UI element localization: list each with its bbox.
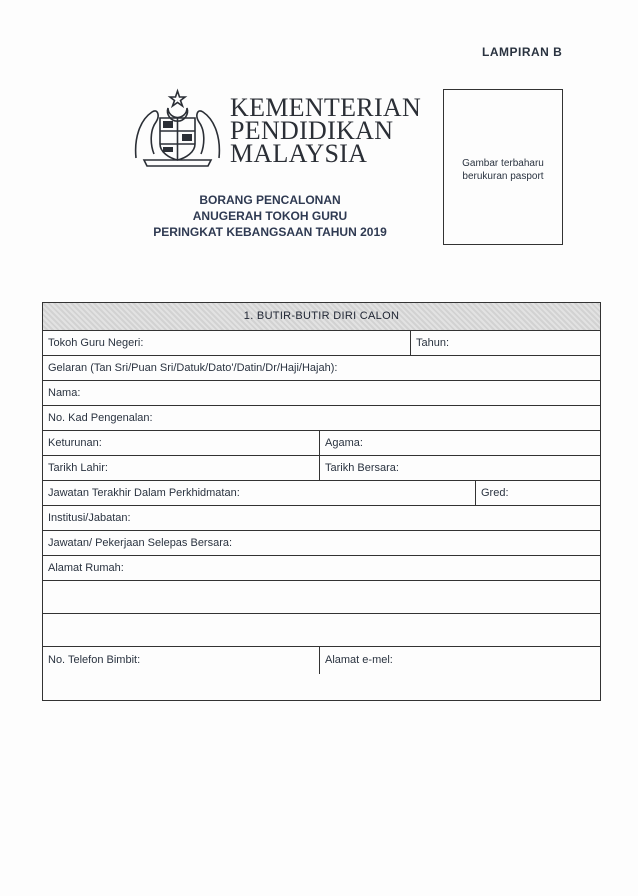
tarikh-lahir-field[interactable]: Tarikh Lahir: <box>48 462 108 474</box>
ministry-line-3: MALAYSIA <box>230 139 368 168</box>
ministry-line-2: PENDIDIKAN <box>230 116 394 145</box>
section-header: 1. BUTIR-BUTIR DIRI CALON <box>43 303 600 331</box>
passport-photo-box[interactable] <box>443 89 563 245</box>
title-line-2: ANUGERAH TOKOH GURU <box>192 209 348 223</box>
table-row <box>43 406 600 431</box>
agama-field[interactable]: Agama: <box>325 437 363 449</box>
photo-label-line-2: berukuran pasport <box>462 171 544 182</box>
lampiran-label: LAMPIRAN B <box>482 45 563 59</box>
photo-label-line-1: Gambar terbaharu <box>462 158 544 169</box>
keturunan-field[interactable]: Keturunan: <box>48 437 102 449</box>
ministry-name <box>230 93 422 168</box>
title-line-3: PERINGKAT KEBANGSAAN TAHUN 2019 <box>153 225 387 239</box>
coat-of-arms-logo <box>130 88 225 168</box>
table-row <box>43 531 600 556</box>
table-row <box>43 647 600 674</box>
ministry-line-1: KEMENTERIAN <box>230 93 422 122</box>
tokoh-guru-negeri-field[interactable]: Tokoh Guru Negeri: <box>48 337 144 349</box>
tarikh-bersara-field[interactable]: Tarikh Bersara: <box>325 462 399 474</box>
alamat-email-field[interactable]: Alamat e-mel: <box>325 654 393 666</box>
jawatan-terakhir-field[interactable]: Jawatan Terakhir Dalam Perkhidmatan: <box>48 487 240 499</box>
institusi-field[interactable]: Institusi/Jabatan: <box>48 512 131 524</box>
table-row <box>43 506 600 531</box>
table-row <box>43 381 600 406</box>
table-row <box>43 331 600 356</box>
table-row <box>43 431 600 456</box>
gred-field[interactable]: Gred: <box>481 487 509 499</box>
no-kad-pengenalan-field[interactable]: No. Kad Pengenalan: <box>48 412 153 424</box>
alamat-rumah-line-3[interactable] <box>43 614 600 647</box>
gelaran-field[interactable]: Gelaran (Tan Sri/Puan Sri/Datuk/Dato'/Datin/Dr/Haji/Hajah): <box>48 362 338 374</box>
nama-field[interactable]: Nama: <box>48 387 81 399</box>
tahun-field[interactable]: Tahun: <box>416 337 450 349</box>
personal-details-table <box>42 302 601 701</box>
no-telefon-bimbit-field[interactable]: No. Telefon Bimbit: <box>48 654 141 666</box>
jawatan-selepas-bersara-field[interactable]: Jawatan/ Pekerjaan Selepas Bersara: <box>48 537 233 549</box>
form-title <box>120 192 420 240</box>
table-row <box>43 481 600 506</box>
table-row <box>43 556 600 581</box>
photo-instruction <box>444 157 562 183</box>
alamat-rumah-line-2[interactable] <box>43 581 600 614</box>
title-line-1: BORANG PENCALONAN <box>199 193 341 207</box>
table-row <box>43 456 600 481</box>
table-row <box>43 356 600 381</box>
alamat-rumah-field[interactable]: Alamat Rumah: <box>48 562 124 574</box>
